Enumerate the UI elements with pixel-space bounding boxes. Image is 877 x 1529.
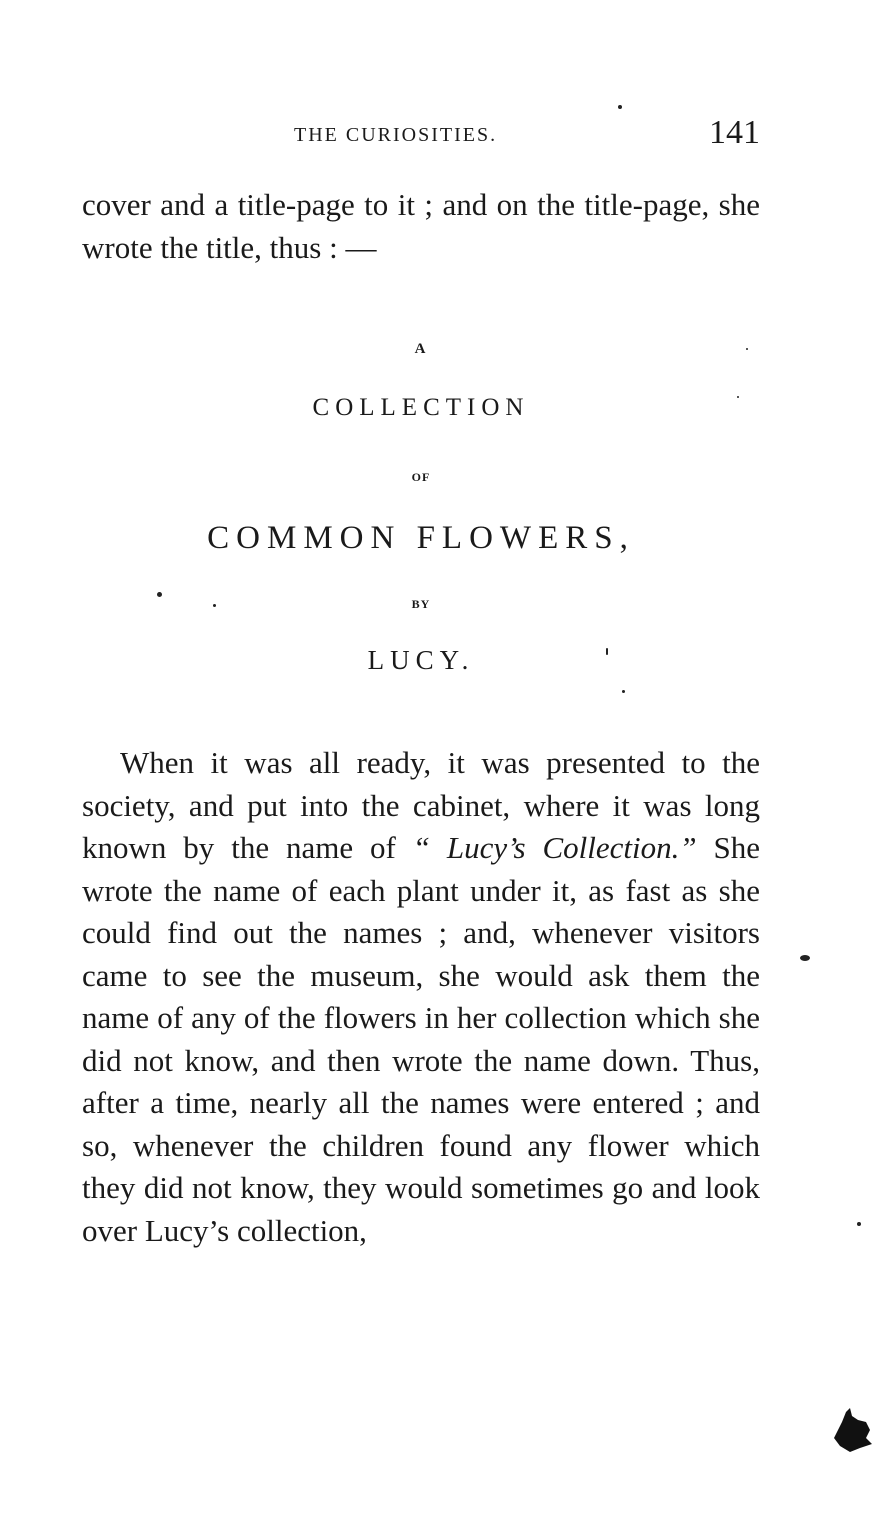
scan-speck — [857, 1222, 861, 1226]
body-paragraph — [82, 742, 760, 1252]
title-page-collection: COLLECTION — [312, 394, 530, 421]
title-page-by: BY — [411, 597, 431, 611]
scan-speck — [800, 955, 810, 961]
page-number: 141 — [709, 114, 760, 151]
scan-speck — [737, 396, 739, 398]
title-page-article: A — [414, 341, 428, 357]
body-text-part1: When it was all ready, it was presented to the society, and put into the cabinet, where it was long known by the name of — [82, 745, 760, 865]
scan-speck — [618, 105, 622, 109]
scan-speck — [746, 348, 748, 350]
scan-speck — [157, 592, 162, 597]
scan-speck — [213, 604, 216, 607]
title-page-of: OF — [411, 470, 431, 484]
body-text-part2: She wrote the name of each plant under it, as fast as she could find out the names ; and, whenever visitors came to see the museum, she would ask them the name of any of the flowers in her collection which she did not know, and then wrote the name down. Thus, after a time, nearly all the names were entered ; and so, whenever the children found any flower which they did not know, they would sometimes go and look over Lucy’s collection, — [82, 830, 760, 1248]
ink-blot — [832, 1408, 874, 1452]
title-page-common-flowers: COMMON FLOWERS, — [207, 520, 635, 556]
scan-speck — [606, 648, 608, 655]
running-title: THE CURIOSITIES. — [294, 124, 498, 146]
scan-speck — [622, 690, 625, 693]
body-italic-title: “ Lucy’s Collection.” — [412, 830, 697, 865]
intro-paragraph: cover and a title-page to it ; and on the title-page, she wrote the title, thus : — — [82, 187, 760, 265]
running-head — [82, 114, 760, 154]
title-page-author: LUCY. — [367, 645, 475, 675]
